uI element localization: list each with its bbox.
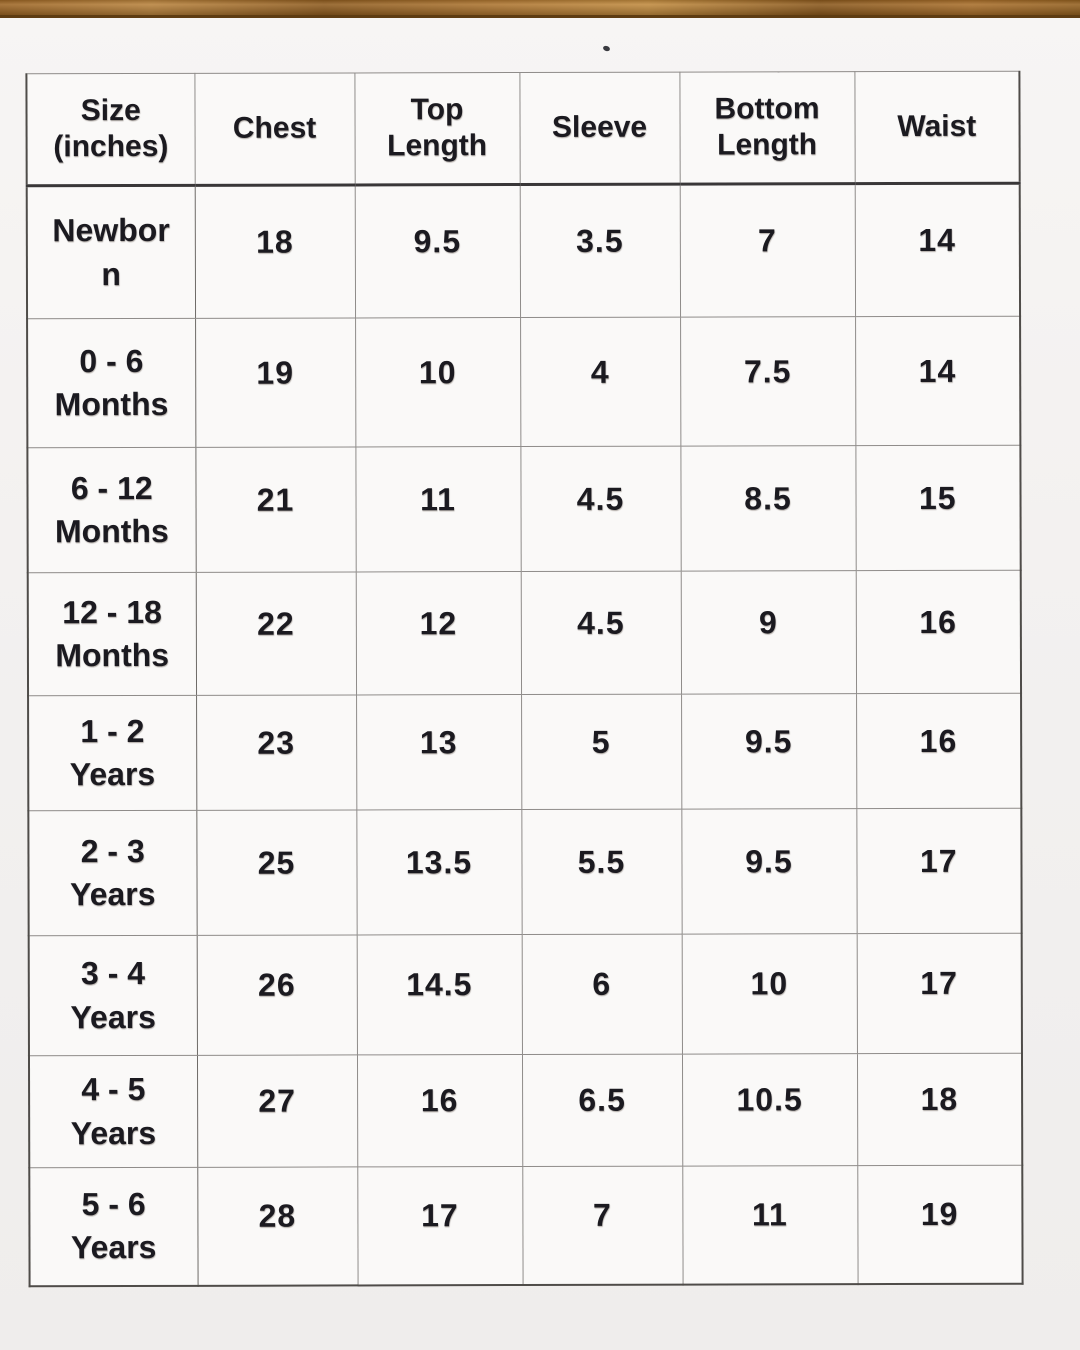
cell-value: 4.5: [576, 480, 625, 517]
waist-cell: [856, 570, 1021, 693]
size-label: 0 - 6 Months: [54, 342, 169, 423]
bottom-length-cell: [681, 571, 856, 694]
size-cell: [29, 1055, 197, 1167]
size-cell: [27, 185, 195, 318]
size-label: 2 - 3 Years: [70, 832, 156, 913]
table-row: [29, 1053, 1022, 1168]
size-label: 3 - 4 Years: [70, 955, 156, 1035]
cell-value: 14.5: [406, 966, 473, 1003]
cell-value: 23: [257, 724, 296, 761]
chest-cell: [196, 695, 356, 810]
table-row: [27, 316, 1020, 448]
size-chart: [25, 71, 1023, 1287]
column-header-label: Chest: [232, 111, 317, 145]
cell-value: 12: [419, 604, 458, 641]
cell-value: 4.5: [577, 604, 625, 641]
cell-value: 14: [918, 221, 956, 258]
size-cell: [29, 1167, 197, 1285]
waist-cell: [855, 183, 1020, 316]
cell-value: 8.5: [744, 479, 792, 516]
bottom-length-cell: [681, 809, 856, 934]
sleeve-cell: [520, 317, 680, 446]
cell-value: 9.5: [745, 842, 793, 879]
waist-cell: [856, 693, 1021, 808]
table-row: [28, 693, 1021, 811]
waist-cell: [857, 1053, 1022, 1165]
cell-value: 16: [919, 722, 958, 759]
top-length-cell: [356, 810, 521, 935]
cell-value: 18: [256, 223, 294, 260]
cell-value: 11: [420, 480, 456, 517]
size-cell: [28, 810, 196, 935]
cell-value: 27: [258, 1082, 296, 1119]
top-length-cell: [355, 185, 520, 318]
table-row: [27, 445, 1020, 573]
column-header-bottom-length: [679, 72, 854, 184]
cell-value: 7: [592, 1196, 612, 1233]
bottom-length-cell: [682, 1054, 857, 1166]
cell-value: 13.5: [405, 843, 473, 880]
chest-cell: [196, 572, 356, 695]
size-chart-table: [25, 71, 1023, 1287]
size-cell: [27, 318, 195, 447]
cell-value: 7: [757, 222, 777, 259]
header-row: [26, 71, 1019, 186]
cell-value: 11: [751, 1196, 788, 1233]
bottom-length-cell: [682, 1166, 857, 1284]
cell-value: 14: [918, 352, 957, 389]
cell-value: 13: [419, 723, 458, 760]
cell-value: 5.5: [577, 843, 626, 880]
column-header-label: Waist: [897, 109, 977, 144]
column-header-top-length: [354, 73, 519, 185]
cell-value: 22: [257, 605, 295, 642]
table-row: [28, 570, 1021, 696]
table-row: [27, 183, 1020, 319]
cell-value: 17: [421, 1196, 459, 1234]
table-row: [28, 808, 1021, 936]
cell-value: 10: [418, 353, 457, 390]
bottom-length-cell: [681, 694, 856, 809]
size-label: Newborn: [52, 212, 170, 292]
size-label: 6 - 12 Months: [54, 469, 169, 550]
chest-cell: [196, 810, 356, 935]
column-header-label: Size (inches): [53, 94, 169, 164]
chest-cell: [195, 318, 355, 447]
cell-value: 28: [258, 1197, 297, 1234]
size-cell: [28, 572, 196, 695]
sleeve-cell: [520, 184, 680, 317]
cell-value: 6: [592, 965, 612, 1002]
sleeve-cell: [522, 1166, 682, 1284]
cell-value: 15: [918, 479, 957, 516]
cell-value: 17: [919, 842, 958, 879]
cell-value: 9.5: [413, 223, 462, 260]
chest-cell: [195, 447, 355, 572]
chest-cell: [195, 185, 355, 318]
cell-value: 10: [750, 965, 789, 1002]
size-label: 5 - 6 Years: [70, 1186, 157, 1266]
column-header-label: Top Length: [387, 93, 488, 163]
bottom-length-cell: [680, 184, 855, 317]
cell-value: 16: [420, 1082, 459, 1119]
top-length-cell: [357, 1055, 522, 1167]
cell-value: 3.5: [576, 222, 624, 259]
wooden-frame-edge: [0, 0, 1080, 18]
cell-value: 5: [591, 723, 611, 760]
column-header-waist: [854, 71, 1019, 183]
cell-value: 26: [257, 966, 296, 1003]
cell-value: 4: [590, 353, 610, 390]
chest-cell: [197, 935, 357, 1055]
bottom-length-cell: [682, 934, 857, 1054]
top-length-cell: [355, 447, 520, 572]
photo-speck: [602, 45, 610, 52]
bottom-length-cell: [680, 317, 855, 446]
table-row: [29, 933, 1022, 1056]
cell-value: 9.5: [744, 722, 793, 759]
top-length-cell: [357, 935, 522, 1055]
column-header-size: [26, 73, 194, 185]
sleeve-cell: [522, 934, 682, 1054]
cell-value: 7.5: [743, 352, 792, 389]
cell-value: 21: [256, 481, 295, 518]
size-cell: [28, 695, 196, 810]
cell-value: 10.5: [736, 1081, 803, 1118]
waist-cell: [857, 933, 1022, 1053]
size-label: 12 - 18 Months: [55, 593, 170, 674]
column-header-sleeve: [519, 72, 679, 184]
chest-cell: [197, 1055, 357, 1167]
size-label: 1 - 2 Years: [69, 712, 156, 793]
waist-cell: [857, 1165, 1022, 1283]
size-cell: [27, 447, 195, 572]
cell-value: 19: [256, 354, 295, 391]
waist-cell: [855, 316, 1020, 445]
sleeve-cell: [520, 446, 680, 571]
cell-value: 18: [920, 1080, 959, 1117]
table-row: [29, 1165, 1022, 1286]
waist-cell: [856, 808, 1021, 933]
size-cell: [29, 935, 197, 1055]
bottom-length-cell: [680, 446, 855, 571]
waist-cell: [855, 445, 1020, 570]
cell-value: 16: [919, 603, 957, 640]
column-header-label: Sleeve: [551, 110, 648, 144]
size-label: 4 - 5 Years: [70, 1071, 157, 1151]
sleeve-cell: [521, 809, 681, 934]
top-length-cell: [356, 572, 521, 695]
sleeve-cell: [522, 1054, 682, 1166]
column-header-chest: [194, 73, 354, 185]
column-header-label: Bottom Length: [714, 92, 820, 162]
chest-cell: [197, 1167, 357, 1285]
sleeve-cell: [521, 571, 681, 694]
cell-value: 17: [920, 964, 958, 1001]
cell-value: 19: [920, 1195, 959, 1232]
top-length-cell: [355, 318, 520, 447]
top-length-cell: [357, 1167, 522, 1285]
sleeve-cell: [521, 694, 681, 809]
cell-value: 6.5: [578, 1081, 626, 1118]
top-length-cell: [356, 695, 521, 810]
cell-value: 9: [758, 603, 778, 640]
cell-value: 25: [257, 844, 296, 881]
